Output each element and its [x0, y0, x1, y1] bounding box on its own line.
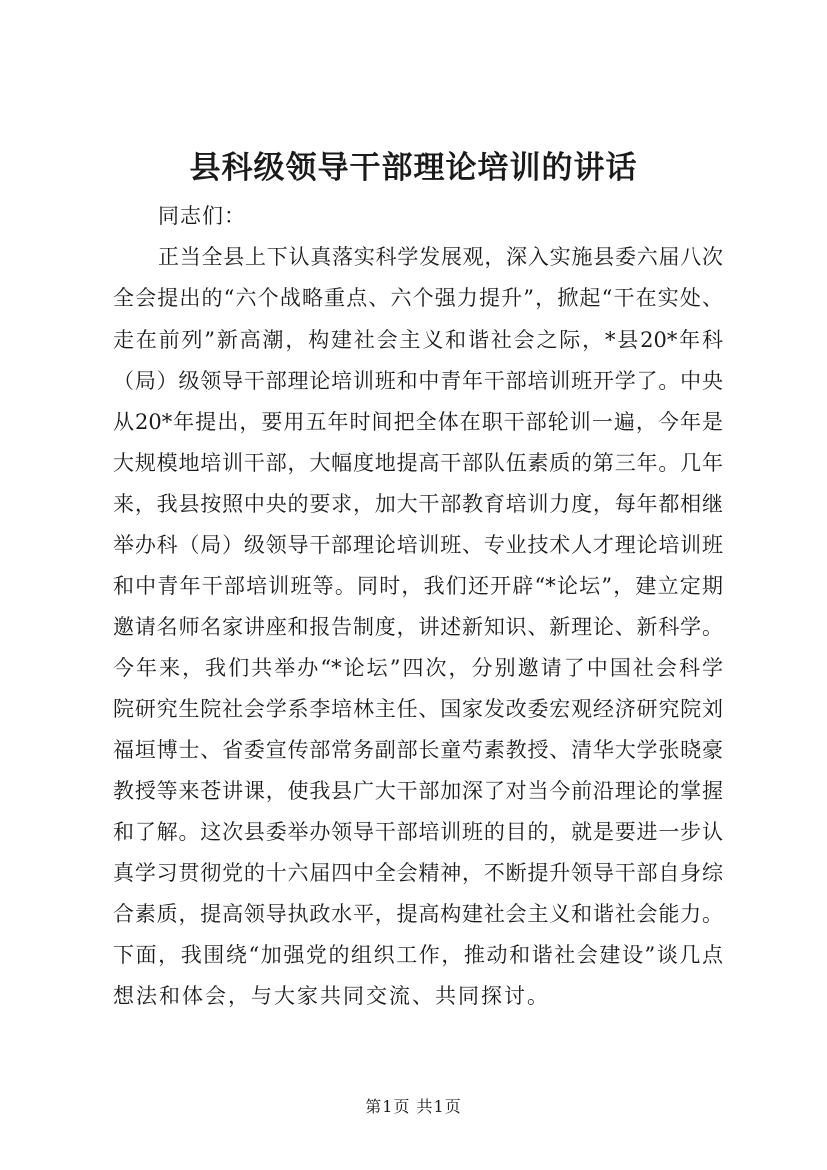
paragraph-line: 院研究生院社会学系李培林主任、国家发改委宏观经济研究院刘 [113, 697, 723, 721]
salutation: 同志们： [158, 204, 246, 228]
paragraph-line: 合素质，提高领导执政水平，提高构建社会主义和谐社会能力。 [113, 902, 723, 926]
paragraph-line: 福垣博士、省委宣传部常务副部长童芍素教授、清华大学张晓豪 [113, 738, 723, 762]
paragraph-line: 教授等来苍讲课，使我县广大干部加深了对当今前沿理论的掌握 [113, 779, 723, 803]
paragraph-line: 走在前列”新高潮，构建社会主义和谐社会之际，*县20*年科 [113, 328, 723, 352]
paragraph-line: 邀请名师名家讲座和报告制度，讲述新知识、新理论、新科学。 [113, 615, 723, 639]
paragraph-line: 下面，我围绕“加强党的组织工作，推动和谐社会建设”谈几点 [113, 943, 723, 967]
paragraph-line: 今年来，我们共举办“*论坛”四次，分别邀请了中国社会科学 [113, 656, 723, 680]
paragraph-line: 全会提出的“六个战略重点、六个强力提升”，掀起“干在实处、 [113, 286, 723, 310]
paragraph-line: （局）级领导干部理论培训班和中青年干部培训班开学了。中央 [113, 369, 723, 393]
paragraph-line: 和中青年干部培训班等。同时，我们还开辟“*论坛”，建立定期 [113, 574, 723, 598]
paragraph-line: 真学习贯彻党的十六届四中全会精神，不断提升领导干部自身综 [113, 861, 723, 885]
paragraph-line: 想法和体会，与大家共同交流、共同探讨。 [113, 984, 550, 1008]
paragraph-line: 大规模地培训干部，大幅度地提高干部队伍素质的第三年。几年 [113, 451, 723, 475]
paragraph-line: 举办科（局）级领导干部理论培训班、专业技术人才理论培训班 [113, 533, 723, 557]
paragraph-line: 来，我县按照中央的要求，加大干部教育培训力度，每年都相继 [113, 492, 723, 516]
document-title: 县科级领导干部理论培训的讲话 [189, 150, 638, 186]
paragraph-line: 和了解。这次县委举办领导干部培训班的目的，就是要进一步认 [113, 820, 723, 844]
paragraph-line: 正当全县上下认真落实科学发展观，深入实施县委六届八次 [158, 245, 723, 269]
page-number: 第1页 共1页 [365, 1097, 462, 1116]
paragraph-line: 从20*年提出，要用五年时间把全体在职干部轮训一遍，今年是 [113, 410, 723, 434]
